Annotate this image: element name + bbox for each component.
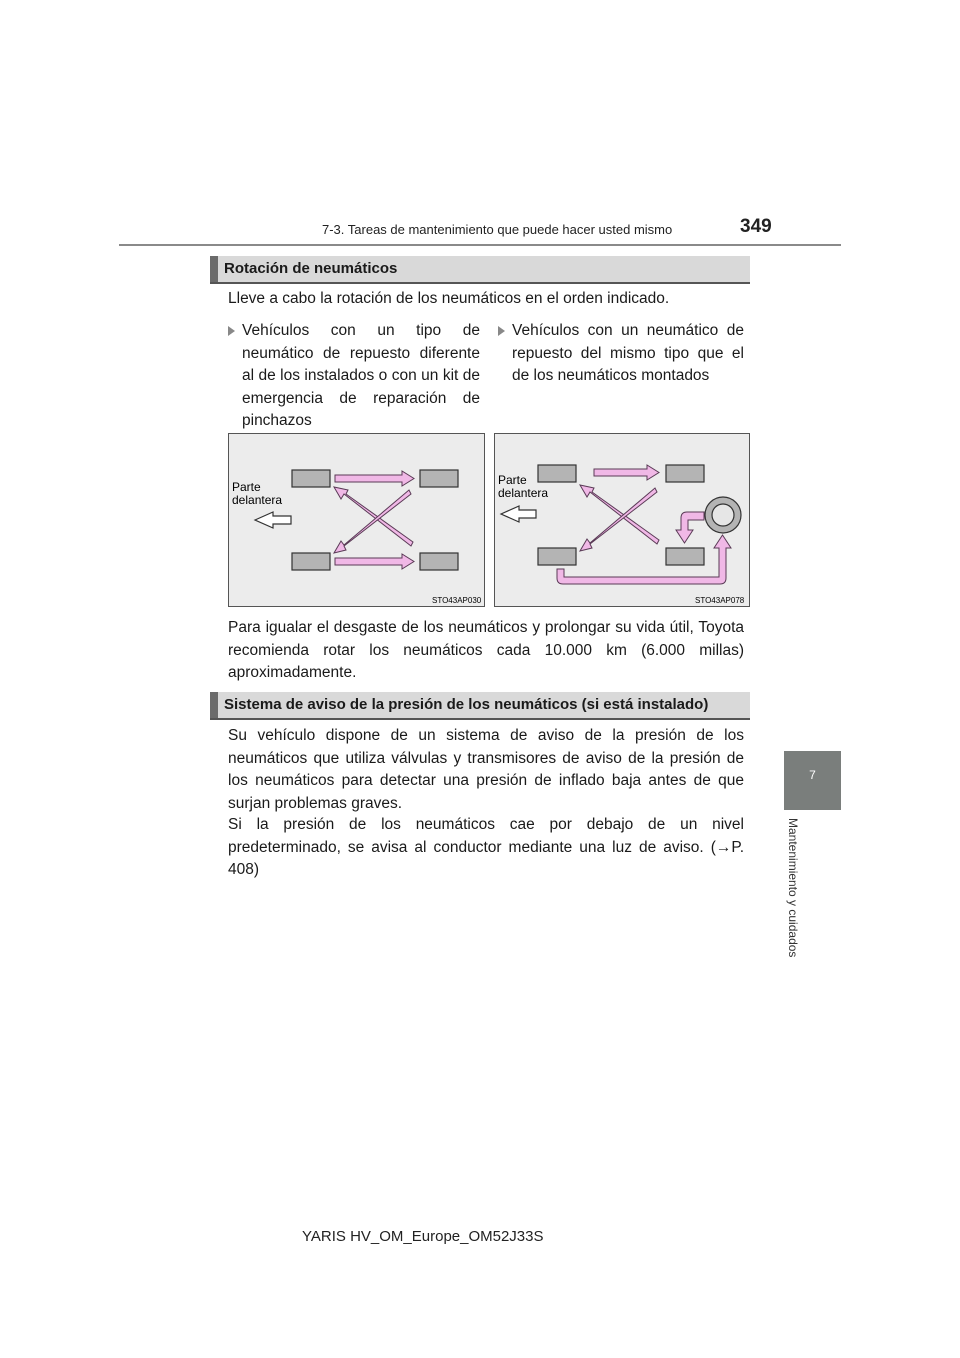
arrow-front-left-to-right-icon: [594, 465, 659, 480]
arrow-rear-right-to-front-left-icon: [334, 487, 413, 546]
bullet-same-spare-text: Vehículos con un neumático de repuesto del mismo tipo que el de los neumáticos montados: [512, 322, 744, 384]
front-direction-arrow-icon: [255, 512, 291, 528]
footer-doc-id: YARIS HV_OM_Europe_OM52J33S: [302, 1228, 544, 1245]
spare-tire-inner-icon: [712, 504, 734, 526]
pressure-warning-light: Si la presión de los neumáticos cae por debajo de un nivel predeterminado, se avisa al conductor mediante una luz de aviso. (→P. 408): [228, 816, 744, 878]
figure-code: STO43AP030: [432, 596, 482, 605]
arrow-rear-left-to-spare-icon: [557, 535, 731, 584]
tire-front-left-icon: [538, 465, 576, 482]
arrow-spare-to-rear-right-icon: [676, 512, 704, 543]
front-label-line1: Parte: [498, 473, 527, 487]
section-heading-accent: [210, 692, 218, 718]
pressure-system-description: Su vehículo dispone de un sistema de aviso de la presión de los neumáticos que utiliza válvulas y transmisores de aviso de la presión de los neumáticos para detectar una presión de inflado baja antes de que surjan problemas graves.: [228, 727, 744, 812]
tire-rear-right-icon: [420, 553, 458, 570]
chapter-label-container: [760, 818, 820, 978]
front-label-line2: delantera: [232, 493, 283, 507]
bullet-triangle-icon: [498, 326, 505, 336]
front-label-line2: delantera: [498, 486, 549, 500]
header-divider: [119, 244, 841, 246]
section-heading-tire-rotation: [210, 256, 750, 284]
rotation-diagram-with-spare-svg: [495, 434, 749, 606]
rotation-recommendation: Para igualar el desgaste de los neumáticos y prolongar su vida útil, Toyota recomienda rotar los neumáticos cada 10.000 km (6.000 millas) aproximadamente.: [228, 619, 744, 681]
section-heading-label: Sistema de aviso de la presión de los neumáticos (si está instalado): [224, 696, 709, 713]
arrow-rear-left-to-right-icon: [335, 554, 414, 569]
section-heading-label: Rotación de neumáticos: [224, 260, 398, 277]
tire-rear-right-icon: [666, 548, 704, 565]
rotation-diagram-with-spare: [494, 433, 750, 607]
bullet-triangle-icon: [228, 326, 235, 336]
figure-code: STO43AP078: [695, 596, 745, 605]
chapter-label: Mantenimiento y cuidados: [786, 818, 800, 958]
front-label-line1: Parte: [232, 480, 261, 494]
front-direction-arrow-icon: [501, 506, 536, 522]
section-heading-accent: [210, 256, 218, 282]
arrow-front-right-to-rear-left-icon: [334, 490, 411, 553]
section-heading-pressure-warning: [210, 692, 750, 720]
rotation-diagram-four-tires: [228, 433, 485, 607]
header-section-title: 7-3. Tareas de mantenimiento que puede hacer usted mismo: [322, 222, 673, 237]
chapter-number: 7: [809, 768, 816, 782]
arrow-rear-right-to-front-left-icon: [580, 485, 659, 544]
arrow-front-left-to-right-icon: [335, 471, 414, 486]
tire-rear-left-icon: [538, 548, 576, 565]
tire-front-right-icon: [420, 470, 458, 487]
bullet-different-spare-text: Vehículos con un tipo de neumático de repuesto diferente al de los instalados o con un kit de emergencia de reparación de pinchazos: [242, 322, 480, 429]
rotation-diagram-four-tires-svg: [229, 434, 484, 606]
tire-rear-left-icon: [292, 553, 330, 570]
tire-front-left-icon: [292, 470, 330, 487]
tire-front-right-icon: [666, 465, 704, 482]
page-number: 349: [740, 216, 772, 237]
arrow-front-right-to-rear-left-icon: [580, 488, 657, 551]
rotation-intro: Lleve a cabo la rotación de los neumáticos en el orden indicado.: [228, 290, 670, 307]
